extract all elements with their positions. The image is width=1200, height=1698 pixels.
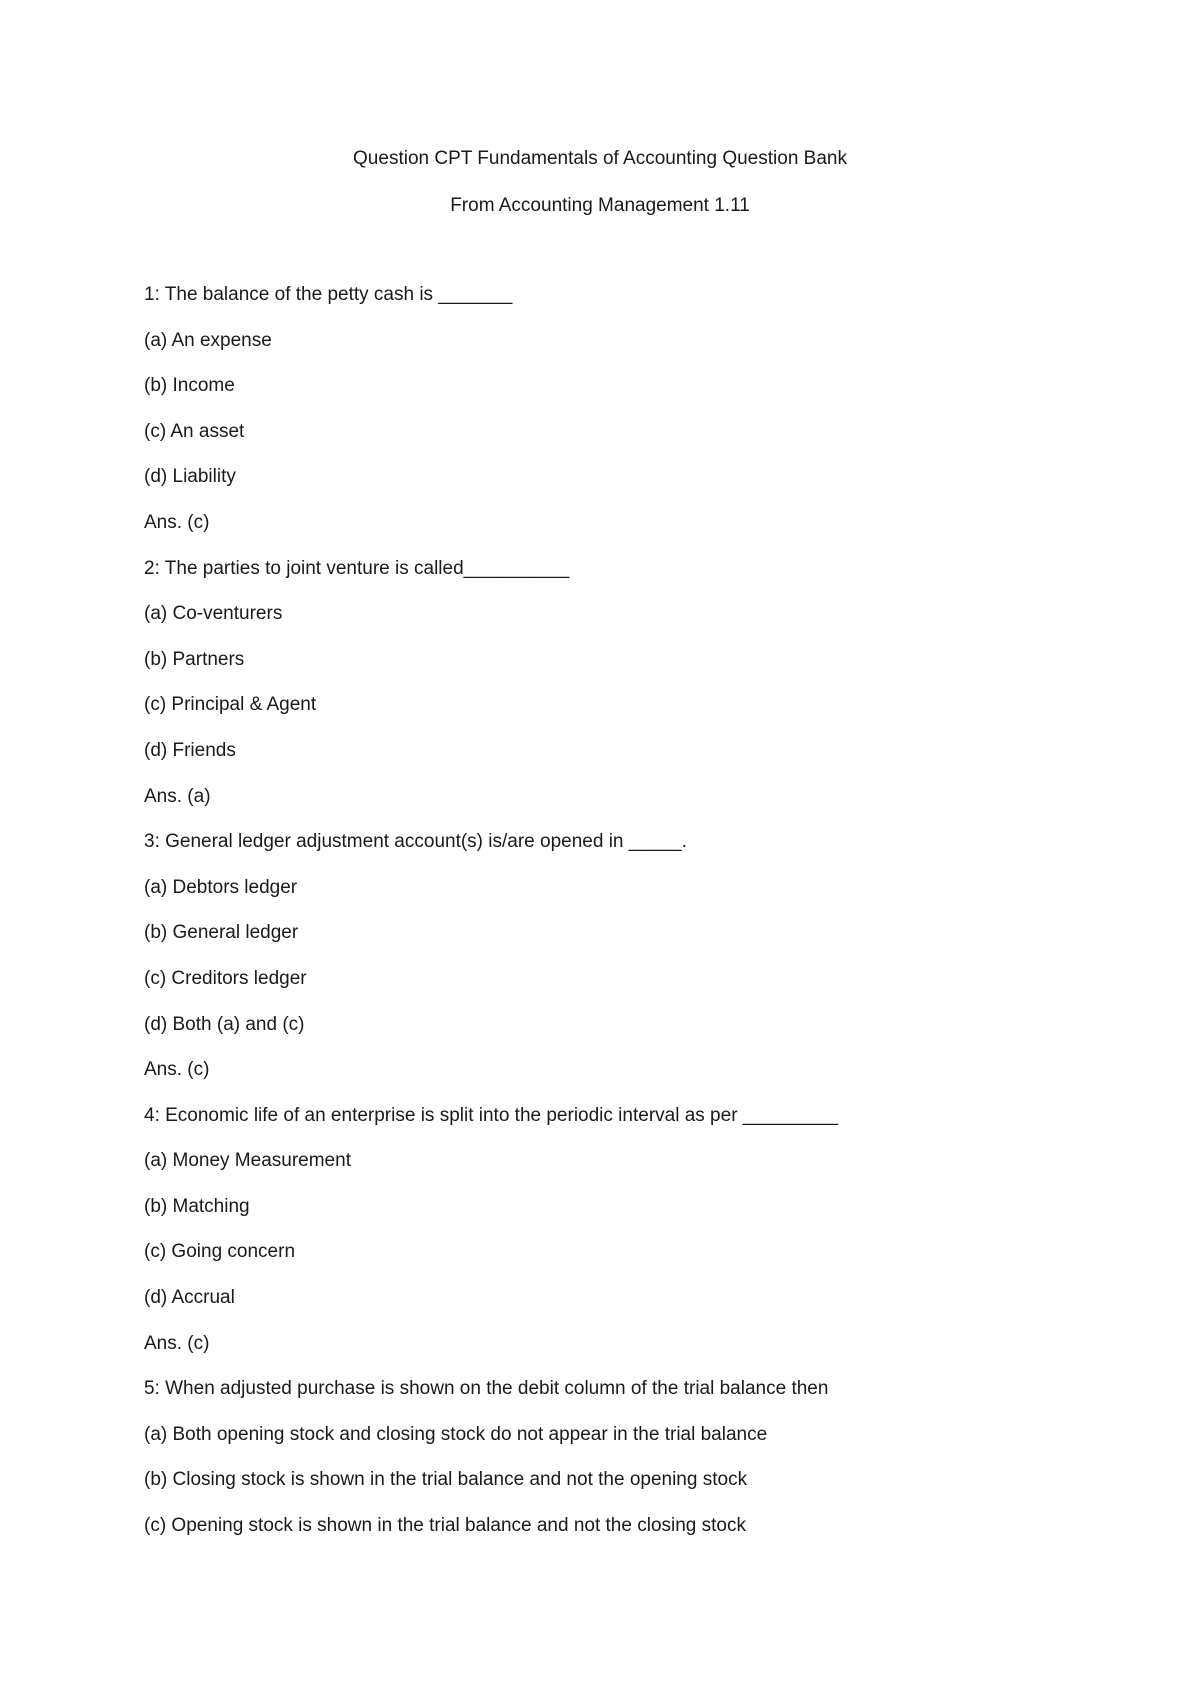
question-list — [144, 283, 1144, 1560]
question-5-option-b: (b) Closing stock is shown in the trial balance and not the opening stock — [144, 1469, 748, 1491]
question-1-answer: Ans. (c) — [144, 511, 210, 533]
question-2-text: 2: The parties to joint venture is called__________ — [144, 557, 570, 579]
question-3-option-b: (b) General ledger — [144, 922, 299, 944]
question-2-option-b: (b) Partners — [144, 648, 245, 670]
question-3-option-a: (a) Debtors ledger — [144, 876, 298, 898]
question-4-text: 4: Economic life of an enterprise is split into the periodic interval as per _________ — [144, 1104, 838, 1126]
question-1-option-a: (a) An expense — [144, 329, 272, 351]
question-4-option-d: (d) Accrual — [144, 1287, 235, 1309]
question-3-text: 3: General ledger adjustment account(s) is/are opened in _____. — [144, 831, 687, 853]
question-3-option-c: (c) Creditors ledger — [144, 967, 307, 989]
question-3-answer: Ans. (c) — [144, 1059, 210, 1081]
question-1-option-b: (b) Income — [144, 375, 235, 397]
question-5-option-c: (c) Opening stock is shown in the trial balance and not the closing stock — [144, 1515, 746, 1537]
question-2-option-c: (c) Principal & Agent — [144, 694, 317, 716]
document-title: Question CPT Fundamentals of Accounting Question Bank — [353, 148, 847, 169]
question-4-answer: Ans. (c) — [144, 1332, 210, 1354]
question-1-option-d: (d) Liability — [144, 466, 236, 488]
question-5-option-a: (a) Both opening stock and closing stock do not appear in the trial balance — [144, 1423, 768, 1445]
question-2-option-a: (a) Co-venturers — [144, 603, 283, 625]
question-4-option-c: (c) Going concern — [144, 1241, 296, 1263]
question-2-option-d: (d) Friends — [144, 739, 236, 761]
question-1-text: 1: The balance of the petty cash is _______ — [144, 284, 513, 305]
question-1-option-c: (c) An asset — [144, 420, 245, 442]
question-2-answer: Ans. (a) — [144, 785, 211, 807]
question-5-text: 5: When adjusted purchase is shown on the debit column of the trial balance then — [144, 1378, 829, 1400]
document-subtitle: From Accounting Management 1.11 — [450, 195, 750, 216]
question-4-option-b: (b) Matching — [144, 1195, 250, 1217]
question-4-option-a: (a) Money Measurement — [144, 1150, 351, 1172]
question-3-option-d: (d) Both (a) and (c) — [144, 1013, 305, 1035]
